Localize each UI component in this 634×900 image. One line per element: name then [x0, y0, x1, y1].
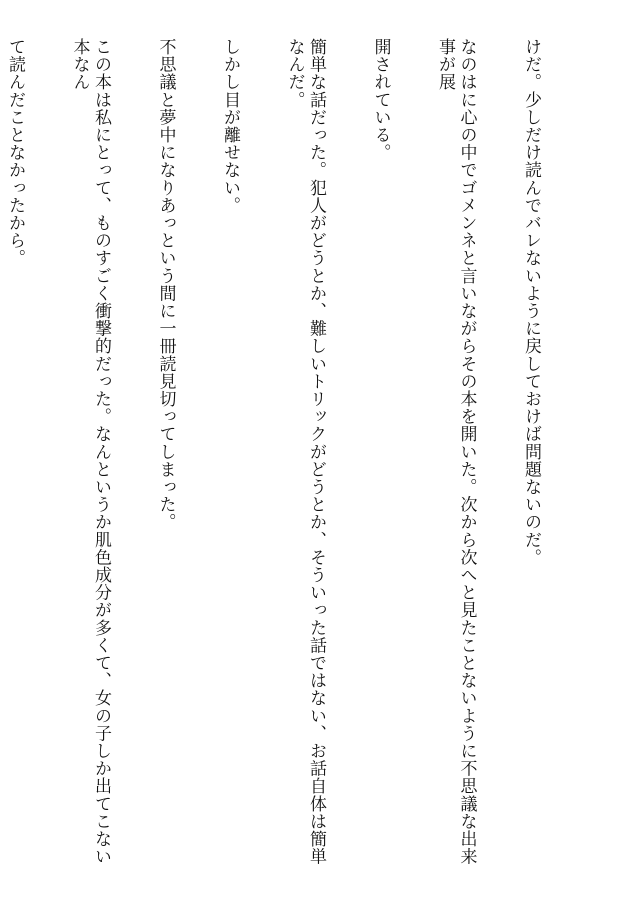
vertical-text-body	[5, 38, 584, 868]
text-line: て読んだことなかったから。	[5, 38, 25, 267]
text-line: 開されている。	[370, 38, 391, 162]
text-line: 不思議と夢中になりあっという間に一冊読見切ってしまった。	[155, 38, 176, 531]
text-line: けだ。少しだけ読んでバレないように戻しておけば問題ないのだ。	[521, 38, 541, 566]
text-line: なのはに心の中でゴメンネと言いながらその本を開いた。次から次へと見たことないように不思議な出来事が展	[435, 38, 477, 866]
text-line: 簡単な話だった。犯人がどうとか、難しいトリックがどうとか、そういった話ではない、お話自体は簡単なんだ。	[284, 38, 326, 866]
text-line: この本は私にとって、ものすごく衝撃的だった。なんというか肌色成分が多くて、女の子しか出てこない本なん	[69, 38, 111, 866]
text-line: しかし目が離せない。	[220, 38, 240, 214]
